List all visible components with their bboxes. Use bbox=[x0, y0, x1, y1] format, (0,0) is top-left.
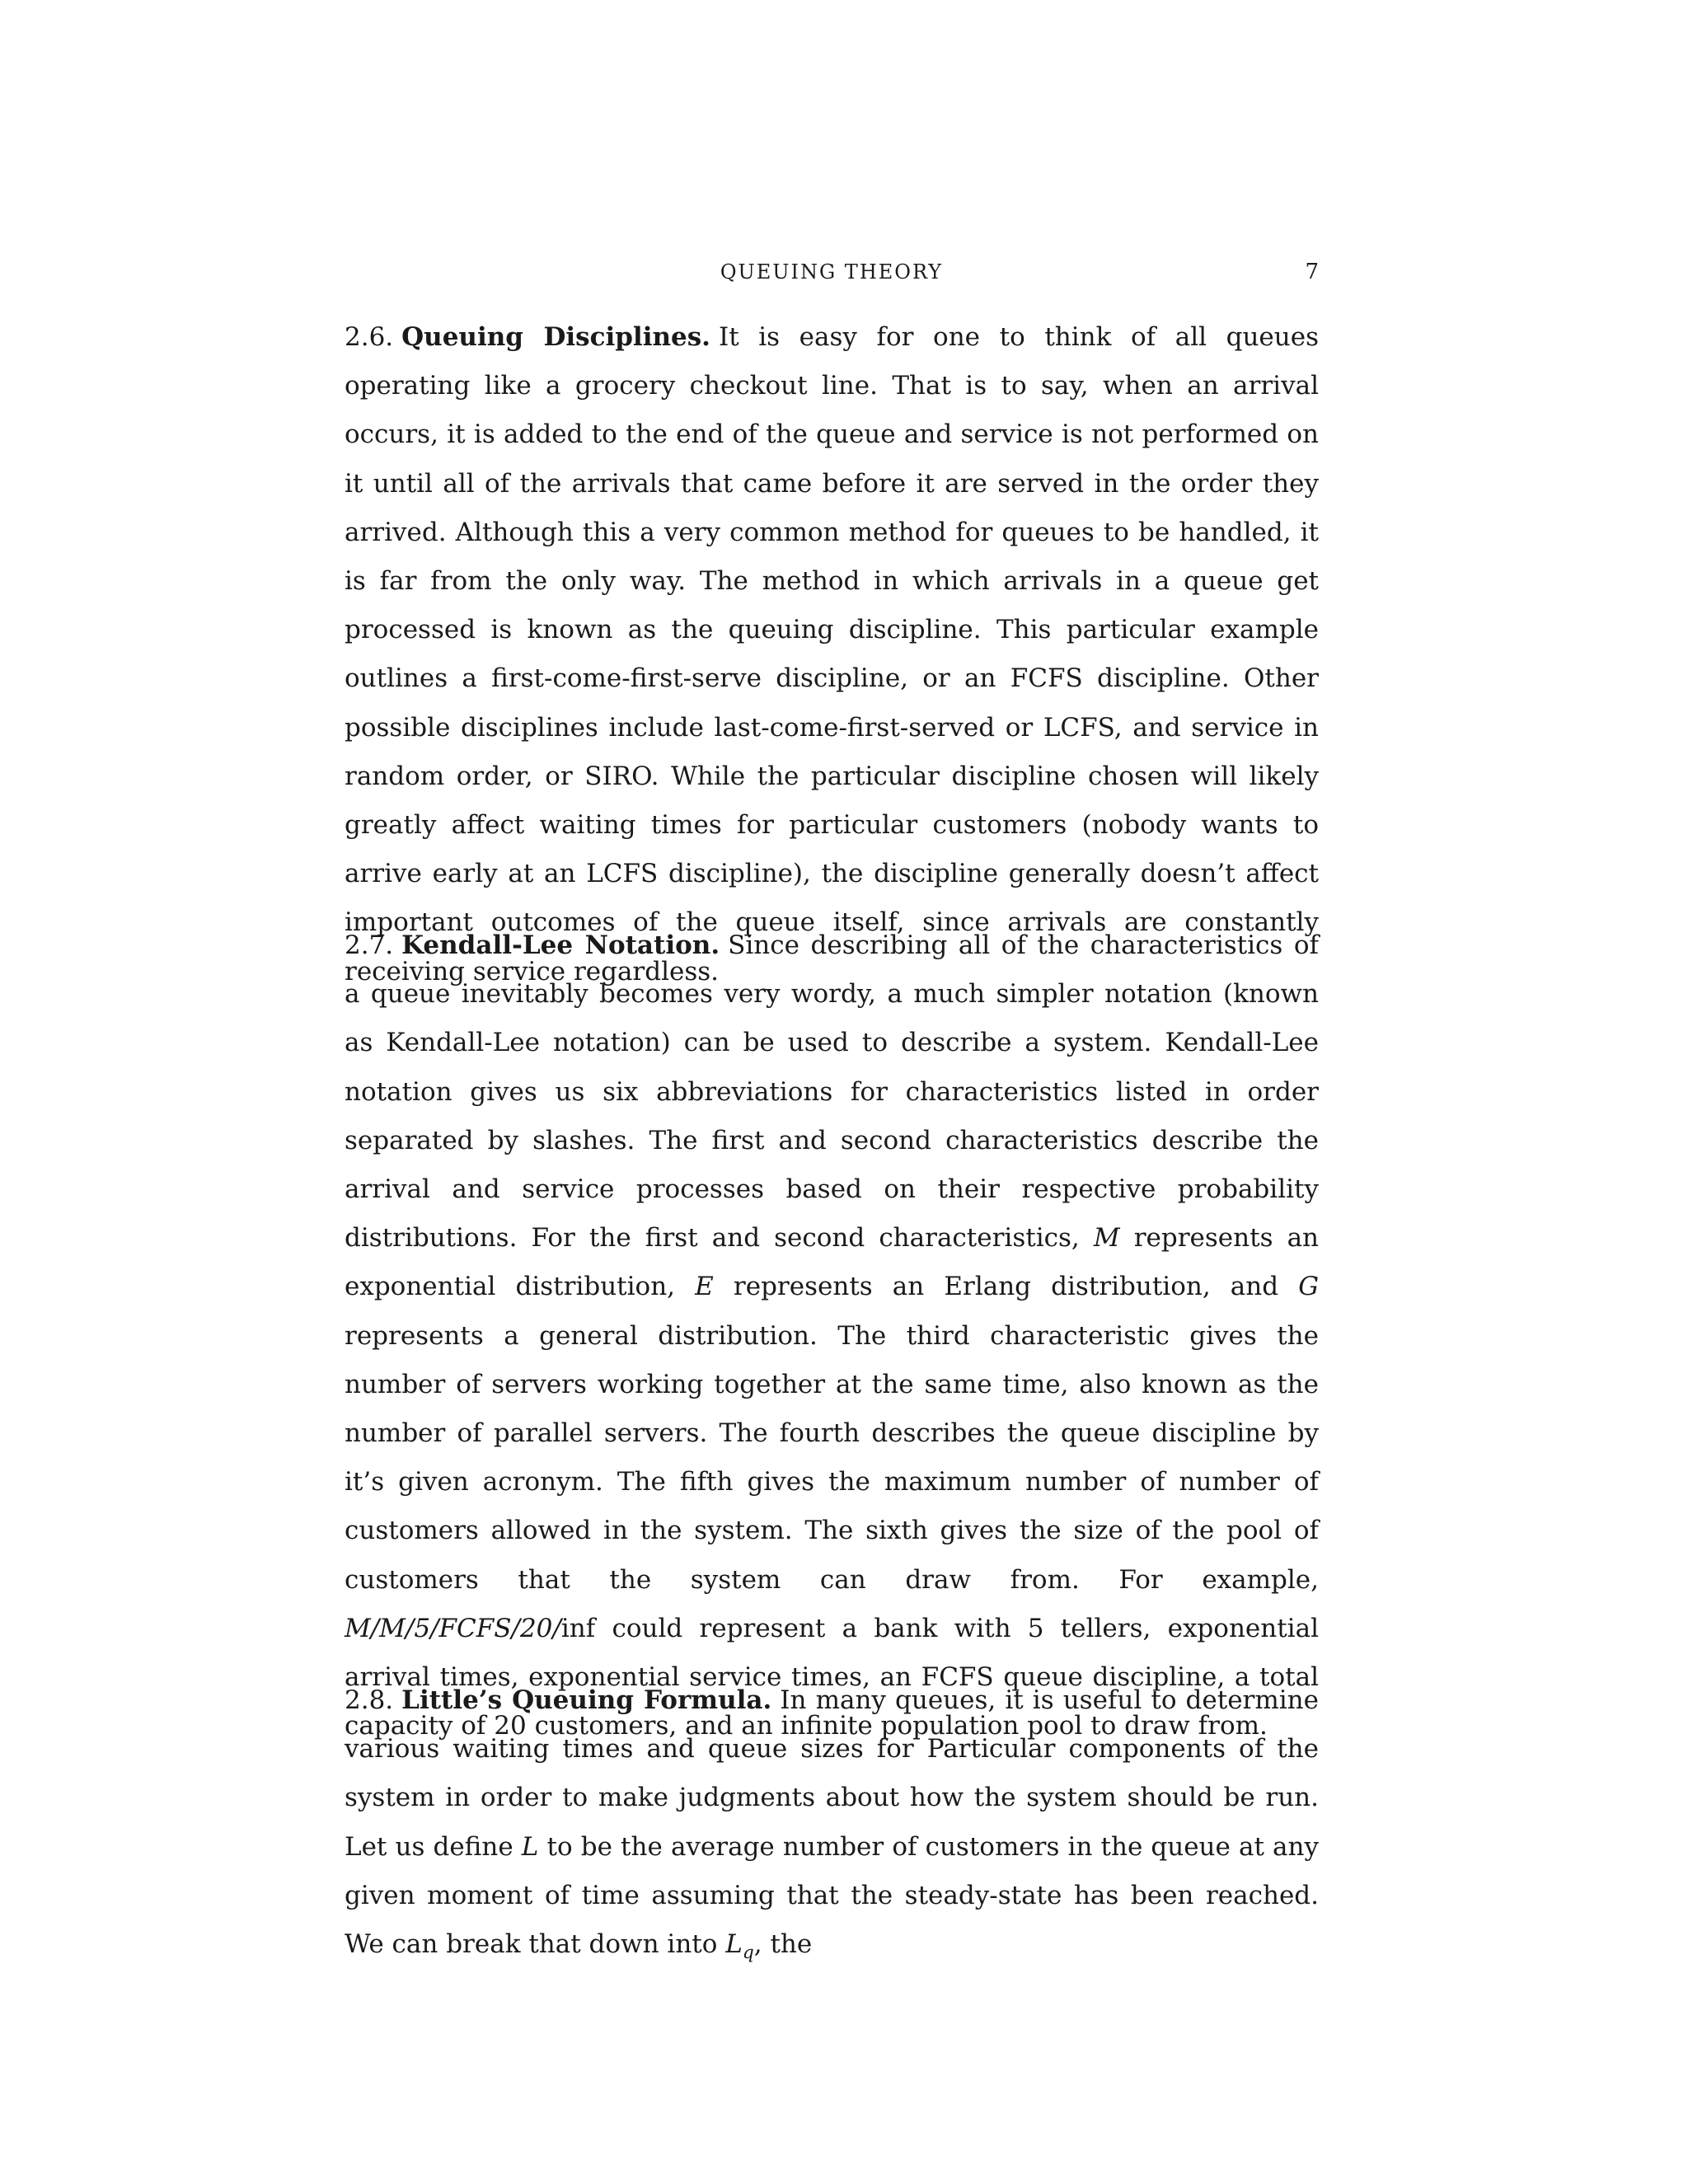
math-symbol-lq-base: L bbox=[725, 1929, 743, 1960]
math-symbol-lq-subscript: q bbox=[742, 1943, 754, 1964]
section-title: Queuing Disciplines. bbox=[401, 322, 710, 352]
section-2-8 bbox=[345, 1676, 1319, 1969]
section-2-7 bbox=[345, 921, 1319, 1750]
running-header bbox=[345, 257, 1319, 287]
notation-example: M/M/5/FCFS/20/ bbox=[345, 1613, 561, 1643]
section-text: In many queues, it is useful to determine various waiting times and queue sizes for Particular components of the system in order to make judgments about how the system should be run. Let us define bbox=[345, 1685, 1319, 1862]
math-symbol-lq bbox=[725, 1929, 754, 1964]
section-text: Since describing all of the characteristics of a queue inevitably becomes very wordy, a much simpler notation (known as Kendall-Lee notation) can be used to describe a system. Kendall-Lee notation gives us six abbreviations for characteristics listed in order separated by slashes. The first and second characteristics describe the arrival and service processes based on their respective probability distributions. For the first and second characteristics, bbox=[345, 930, 1320, 1254]
notation-inf: inf bbox=[560, 1613, 596, 1643]
section-title: Kendall-Lee Notation. bbox=[401, 930, 720, 960]
running-title: QUEUING THEORY bbox=[720, 260, 944, 284]
section-text: could represent a bank with 5 tellers, exponential arrival times, exponential service times, an FCFS queue discipline, a total capacity of 20 customers, and an infinite population pool to draw from. bbox=[345, 1613, 1319, 1741]
section-2-6 bbox=[345, 313, 1319, 996]
section-text: represents an exponential distribution, bbox=[345, 1223, 1320, 1302]
section-text: to be the average number of customers in the queue at any given moment of time assuming that the steady-state has been reached. We can break that down into bbox=[345, 1831, 1319, 1960]
section-number: 2.6. bbox=[345, 322, 394, 352]
math-symbol-e: E bbox=[695, 1272, 714, 1302]
math-symbol-l: L bbox=[521, 1831, 539, 1862]
section-title: Little’s Queuing Formula. bbox=[401, 1685, 772, 1715]
math-symbol-g: G bbox=[1298, 1272, 1319, 1302]
section-text: represents an Erlang distribution, and bbox=[733, 1272, 1279, 1302]
math-symbol-m: M bbox=[1093, 1223, 1120, 1254]
section-number: 2.8. bbox=[345, 1685, 394, 1715]
section-number: 2.7. bbox=[345, 930, 394, 960]
section-text: , the bbox=[753, 1929, 813, 1960]
section-text: It is easy for one to think of all queues operating like a grocery checkout line. That is to say, when an arrival occurs, it is added to the end of the queue and service is not performed on it until all of the arrivals that came before it are served in the order they arrived. Although this a very common method for queues to be handled, it is far from the only way. The method in which arrivals in a queue get processed is known as the queuing discipline. This particular example outlines a first-come-first-serve discipline, or an FCFS discipline. Other possible disciplines include last-come-first-served or LCFS, and service in random order, or SIRO. While the particular discipline chosen will likely greatly affect waiting times for particular customers (nobody wants to arrive early at an LCFS discipline), the discipline generally doesn’t affect important outcomes of the queue itself, since arrivals are constantly receiving service regardless. bbox=[345, 322, 1319, 987]
page-number: 7 bbox=[1305, 260, 1319, 284]
section-text: represents a general distribution. The third characteristic gives the number of servers working together at the same time, also known as the number of parallel servers. The fourth describes the queue discipline by it’s given acronym. The fifth gives the maximum number of number of customers allowed in the system. The sixth gives the size of the pool of customers that the system can draw from. For example, bbox=[345, 1320, 1319, 1595]
